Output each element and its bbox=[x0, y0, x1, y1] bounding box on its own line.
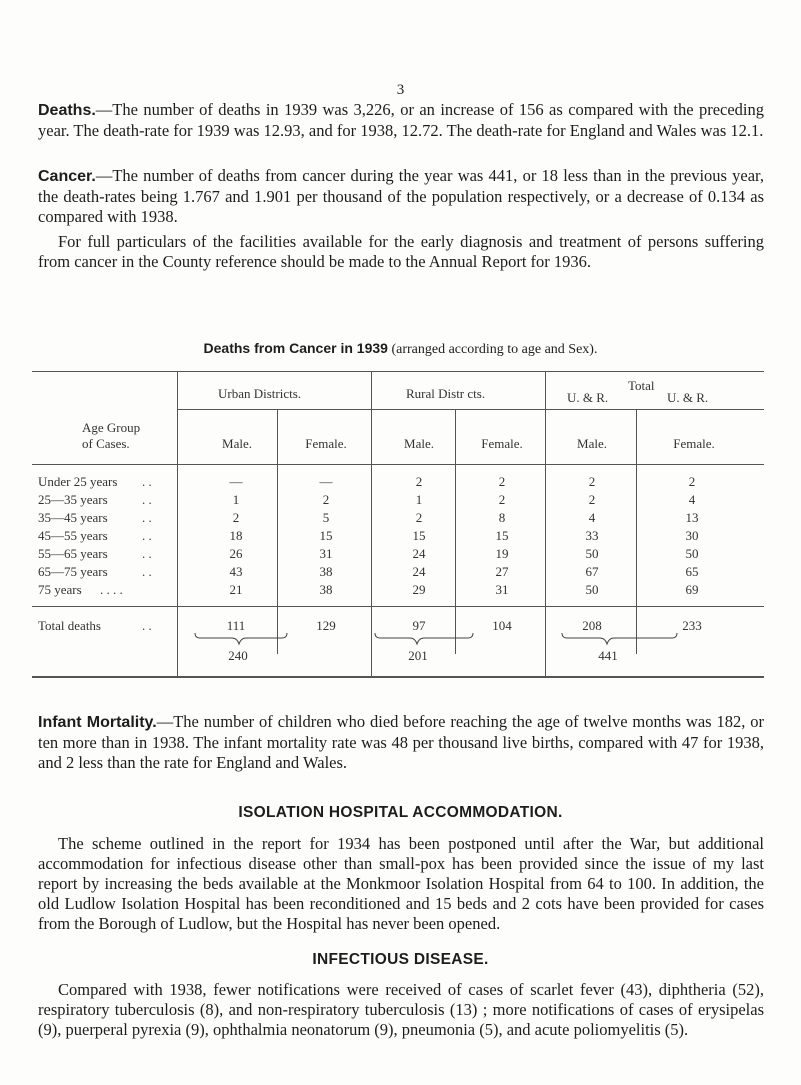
cell: 1 bbox=[415, 492, 423, 507]
header-rural: Rural Distr cts. bbox=[406, 386, 486, 401]
table-title-bold: Deaths from Cancer in 1939 bbox=[203, 340, 388, 356]
cell: 2 bbox=[588, 492, 596, 507]
cell: 50 bbox=[685, 546, 699, 561]
cell: 65 bbox=[685, 564, 699, 579]
cell: 69 bbox=[685, 582, 699, 597]
subheader-male: Male. bbox=[222, 436, 252, 451]
cell: 8 bbox=[498, 510, 506, 525]
cancer-text: —The number of deaths from cancer during the year was 441, or 18 less than in the previous year, the death-rates being 1.767 and 1.901 per thousand of the population respectively, or a decrease of 0.134 as compared with 1938. bbox=[38, 166, 764, 226]
row-label: 55—65 years bbox=[38, 546, 108, 561]
cell: 2 bbox=[415, 474, 423, 489]
row-dots: . . bbox=[142, 528, 152, 543]
total-cell: 233 bbox=[682, 618, 702, 633]
header-ur-left: U. & R. bbox=[567, 390, 609, 405]
cell: 38 bbox=[319, 582, 333, 597]
cell: 2 bbox=[498, 492, 506, 507]
cell: 31 bbox=[319, 546, 333, 561]
cell: 21 bbox=[229, 582, 243, 597]
cell: 4 bbox=[688, 492, 696, 507]
age-group-label-2: of Cases. bbox=[82, 436, 130, 451]
cell: 24 bbox=[412, 564, 426, 579]
row-dots: . . bbox=[142, 474, 152, 489]
row-label: 65—75 years bbox=[38, 564, 108, 579]
total-dots: . . bbox=[142, 618, 152, 633]
subheader-male: Male. bbox=[404, 436, 434, 451]
total-cell: 97 bbox=[412, 618, 426, 633]
cell: — bbox=[319, 474, 333, 489]
deaths-text: —The number of deaths in 1939 was 3,226, or an increase of 156 as compared with the preceding year. The death-rate for 1939 was 12.93, and for 1938, 12.72. The death-rate for England and Wales was 12.1. bbox=[38, 100, 764, 140]
total-cell: 129 bbox=[316, 618, 336, 633]
infectious-paragraph: Compared with 1938, fewer notifications were received of cases of scarlet fever (43), diphtheria (52), respiratory tuberculosis (8), and non-respiratory tuberculosis (13) ; more notifications of cases of erysipelas (9), puerperal pyrexia (9), ophthalmia neonatorum (9), pneumonia (5), and acute poliomyelitis (5). bbox=[38, 980, 764, 1039]
brace-rural bbox=[375, 633, 473, 644]
cancer-paragraph-2: For full particulars of the facilities available for the early diagnosis and treatment of persons suffering from cancer in the County reference should be made to the Annual Report for 1936. bbox=[38, 232, 764, 271]
header-ur-right: U. & R. bbox=[667, 390, 709, 405]
brace-total bbox=[562, 633, 677, 644]
row-label: 75 years bbox=[38, 582, 82, 597]
cell: 67 bbox=[585, 564, 599, 579]
cell: 15 bbox=[319, 528, 333, 543]
page-number: 3 bbox=[396, 82, 405, 98]
cell: 13 bbox=[685, 510, 699, 525]
subheader-male: Male. bbox=[577, 436, 607, 451]
cell: 2 bbox=[415, 510, 423, 525]
total-cell: 104 bbox=[492, 618, 512, 633]
cell: 26 bbox=[229, 546, 243, 561]
row-label: 35—45 years bbox=[38, 510, 108, 525]
cell: — bbox=[229, 474, 243, 489]
total-cell: 208 bbox=[582, 618, 602, 633]
age-group-label: Age Group bbox=[82, 420, 141, 435]
subheader-female: Female. bbox=[481, 436, 523, 451]
cell: 15 bbox=[495, 528, 509, 543]
row-label: 25—35 years bbox=[38, 492, 108, 507]
cell: 31 bbox=[495, 582, 509, 597]
row-label: 45—55 years bbox=[38, 528, 108, 543]
cell: 5 bbox=[322, 510, 330, 525]
combined-total-all: 441 bbox=[598, 648, 618, 663]
row-dots: . . bbox=[142, 564, 152, 579]
row-dots: . . bbox=[142, 546, 152, 561]
total-label: Total deaths bbox=[38, 618, 101, 633]
cell: 43 bbox=[229, 564, 243, 579]
total-cell: 111 bbox=[226, 618, 246, 633]
cell: 4 bbox=[588, 510, 596, 525]
infectious-heading: INFECTIOUS DISEASE. bbox=[312, 951, 489, 968]
cell: 27 bbox=[495, 564, 509, 579]
combined-total-rural: 201 bbox=[408, 648, 428, 663]
brace-urban bbox=[195, 633, 287, 644]
cell: 15 bbox=[412, 528, 426, 543]
row-dots: . . bbox=[142, 510, 152, 525]
subheader-female: Female. bbox=[673, 436, 715, 451]
cell: 19 bbox=[495, 546, 509, 561]
subheader-female: Female. bbox=[305, 436, 347, 451]
deaths-heading: Deaths. bbox=[38, 102, 96, 119]
cell: 30 bbox=[685, 528, 699, 543]
cell: 33 bbox=[585, 528, 599, 543]
cell: 29 bbox=[412, 582, 426, 597]
combined-total-urban: 240 bbox=[228, 648, 248, 663]
cell: 50 bbox=[585, 582, 599, 597]
cell: 24 bbox=[412, 546, 426, 561]
cell: 18 bbox=[229, 528, 243, 543]
cell: 1 bbox=[232, 492, 240, 507]
cell: 50 bbox=[585, 546, 599, 561]
header-urban: Urban Districts. bbox=[218, 386, 302, 401]
infant-paragraph bbox=[38, 712, 764, 773]
infant-text: —The number of children who died before reaching the age of twelve months was 182, or ten more than in 1938. The infant mortality rate was 48 per thousand live births, compared with 47 for 1938, and 2 less than the rate for England and Wales. bbox=[38, 712, 764, 772]
cell: 2 bbox=[232, 510, 240, 525]
header-total: Total bbox=[628, 378, 655, 393]
row-label: Under 25 years bbox=[38, 474, 118, 489]
row-dots: . . . . bbox=[100, 582, 123, 597]
cell: 2 bbox=[322, 492, 330, 507]
cell: 2 bbox=[588, 474, 596, 489]
cell: 2 bbox=[688, 474, 696, 489]
infant-heading: Infant Mortality. bbox=[38, 714, 157, 731]
cell: 38 bbox=[319, 564, 333, 579]
cancer-heading: Cancer. bbox=[38, 168, 96, 185]
isolation-paragraph: The scheme outlined in the report for 1934 has been postponed until after the War, but additional accommodation for infectious disease other than small-pox has been provided since the issue of my last report by increasing the beds available at the Monkmoor Isolation Hospital from 64 to 100. In addition, the old Ludlow Isolation Hospital has been reconditioned and 15 beds and 2 cots have been provided for cases from the Borough of Ludlow, but the Hospital has never been opened. bbox=[38, 834, 764, 933]
row-dots: . . bbox=[142, 492, 152, 507]
table-title-rest: (arranged according to age and Sex). bbox=[391, 342, 598, 357]
isolation-heading: ISOLATION HOSPITAL ACCOMMODATION. bbox=[238, 804, 563, 821]
cell: 2 bbox=[498, 474, 506, 489]
